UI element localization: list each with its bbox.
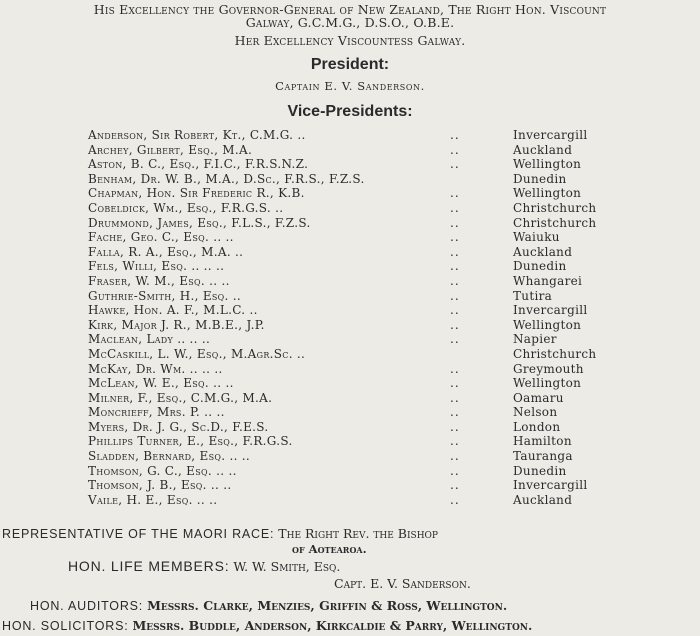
vice-president-row [88,478,688,493]
auditors-value: Messrs. Clarke, Menzies, Griffin & Ross, Wellington. [147,598,508,613]
life-member-1: W. W. Smith, Esq. [233,559,341,574]
vice-president-place: Auckland [513,244,573,259]
president-name: Captain E. V. Sanderson. [275,79,425,93]
vice-president-place: Oamaru [513,390,564,405]
vice-president-place: Invercargill [513,478,588,493]
vice-presidents-heading: Vice-Presidents: [287,103,413,120]
vice-president-place: Tutira [513,288,553,303]
vice-president-name: Phillips Turner, E., Esq., F.R.G.S. [88,434,293,449]
vice-president-row [88,172,688,187]
vice-president-name: McCaskill, L. W., Esq., M.Agr.Sc. .. [88,346,306,361]
leader-dots: .. [450,492,460,507]
leader-dots: .. [450,128,460,142]
patron-line-2: Galway, G.C.M.G., D.S.O., O.B.E. [245,15,455,30]
vice-president-place: Wellington [513,317,582,332]
vice-president-place: Christchurch [513,346,597,361]
leader-dots: .. [450,449,460,464]
life-members [68,558,340,574]
vice-president-row [88,216,688,231]
vice-president-name: Cobeldick, Wm., Esq., F.R.G.S. .. [88,200,284,215]
maori-value: The Right Rev. the Bishop [278,526,438,541]
vice-president-place: Greymouth [513,361,584,376]
auditors-label: HON. AUDITORS: [30,599,144,613]
vice-president-place: Nelson [513,405,558,420]
vice-president-name: Milner, F., Esq., C.M.G., M.A. [88,390,273,405]
leader-dots: .. [450,405,460,420]
leader-dots: .. [450,259,460,274]
vice-president-name: Hawke, Hon. A. F., M.L.C. .. [88,303,258,318]
vice-president-name: Benham, Dr. W. B., M.A., D.Sc., F.R.S., F.Z.S. [88,171,365,186]
vice-president-row [88,259,688,274]
vice-president-name: Vaile, H. E., Esq. .. .. [88,492,218,507]
maori-label: REPRESENTATIVE OF THE MAORI RACE: [2,527,275,541]
vice-president-place: Auckland [513,492,573,507]
auditors [30,598,507,613]
vice-president-name: Thomson, J. B., Esq. .. .. [88,478,232,493]
maori-value-continued: of Aotearoa. [292,542,367,556]
vice-president-row [88,464,688,479]
vice-president-row [88,274,688,289]
vice-president-name: Fache, Geo. C., Esq. .. .. [88,230,234,245]
vice-president-row [88,201,688,216]
vice-president-place: Whangarei [513,273,583,288]
maori-representative [2,526,438,541]
solicitors-label: HON. SOLICITORS: [2,619,129,633]
solicitors [2,618,532,633]
vice-president-name: Myers, Dr. J. G., Sc.D., F.E.S. [88,419,269,434]
vice-president-name: Maclean, Lady .. .. .. [88,332,211,347]
vice-president-row [88,376,688,391]
vice-president-row [88,157,688,172]
patron-line-1: His Excellency the Governor-General of New Zealand, The Right Hon. Viscount [93,2,607,17]
vice-president-name: Chapman, Hon. Sir Frederic R., K.B. [88,186,305,201]
vice-president-row [88,186,688,201]
leader-dots: .. [450,215,460,230]
leader-dots: .. [450,142,460,157]
vice-president-name: Falla, R. A., Esq., M.A. .. [88,244,244,259]
leader-dots: .. [450,332,460,347]
leader-dots: .. [450,463,460,478]
leader-dots: .. [450,186,460,201]
leader-dots: .. [450,303,460,318]
vice-president-place: Auckland [513,142,573,157]
leader-dots: .. [450,157,460,172]
vice-president-row [88,405,688,420]
vice-president-place: Hamilton [513,434,572,449]
vice-president-row [88,434,688,449]
leader-dots: .. [450,376,460,391]
president-heading: President: [310,56,390,73]
leader-dots: .. [450,244,460,259]
vice-president-row [88,318,688,333]
vice-president-place: Christchurch [513,215,597,230]
vice-president-row [88,493,688,508]
vice-president-row [88,303,688,318]
vice-president-row [88,391,688,406]
vice-president-name: Kirk, Major J. R., M.B.E., J.P. [88,317,265,332]
life-member-2: Capt. E. V. Sanderson. [334,576,471,591]
vice-president-name: Anderson, Sir Robert, Kt., C.M.G. .. [88,128,306,142]
vice-president-row [88,230,688,245]
vice-president-place: Wellington [513,157,582,172]
vice-president-place: Tauranga [513,449,573,464]
vice-president-row [88,143,688,158]
vice-president-name: McLean, W. E., Esq. .. .. [88,376,234,391]
vice-president-place: Dunedin [513,171,567,186]
leader-dots: .. [450,361,460,376]
leader-dots: .. [450,419,460,434]
vice-president-place: Invercargill [513,128,588,142]
vice-president-row [88,128,688,143]
vice-president-name: Aston, B. C., Esq., F.I.C., F.R.S.N.Z. [88,157,309,172]
leader-dots: .. [450,434,460,449]
leader-dots: .. [450,317,460,332]
life-members-label: HON. LIFE MEMBERS: [68,558,230,574]
vice-president-name: Thomson, G. C., Esq. .. .. [88,463,237,478]
vice-president-name: Sladden, Bernard, Esq. .. .. [88,449,251,464]
vice-president-row [88,289,688,304]
vice-president-place: Invercargill [513,303,588,318]
vice-president-row [88,332,688,347]
vice-president-place: Wellington [513,186,582,201]
vice-president-name: Archey, Gilbert, Esq., M.A. [88,142,253,157]
vice-president-name: McKay, Dr. Wm. .. .. .. [88,361,223,376]
vice-president-row [88,245,688,260]
vice-president-row [88,347,688,362]
leader-dots: .. [450,478,460,493]
vice-president-row [88,449,688,464]
leader-dots: .. [450,273,460,288]
leader-dots: .. [450,288,460,303]
vice-president-name: Guthrie-Smith, H., Esq. .. [88,288,241,303]
vice-president-place: Dunedin [513,463,567,478]
vice-president-name: Drummond, James, Esq., F.L.S., F.Z.S. [88,215,311,230]
vice-president-place: Waiuku [513,230,560,245]
leader-dots: .. [450,200,460,215]
vice-president-place: Dunedin [513,259,567,274]
vice-president-name: Fraser, W. M., Esq. .. .. [88,273,230,288]
vice-president-place: London [513,419,561,434]
vice-president-row [88,362,688,377]
patron-line-3: Her Excellency Viscountess Galway. [234,33,466,48]
leader-dots: .. [450,390,460,405]
vice-president-place: Wellington [513,376,582,391]
vice-presidents-list [88,128,688,507]
vice-president-name: Fels, Willi, Esq. .. .. .. [88,259,225,274]
vice-president-place: Napier [513,332,557,347]
leader-dots: .. [450,230,460,245]
vice-president-place: Christchurch [513,200,597,215]
solicitors-value: Messrs. Buddle, Anderson, Kirkcaldie & Parry, Wellington. [132,618,533,633]
vice-president-row [88,420,688,435]
vice-president-name: Moncrieff, Mrs. P. .. .. [88,405,225,420]
